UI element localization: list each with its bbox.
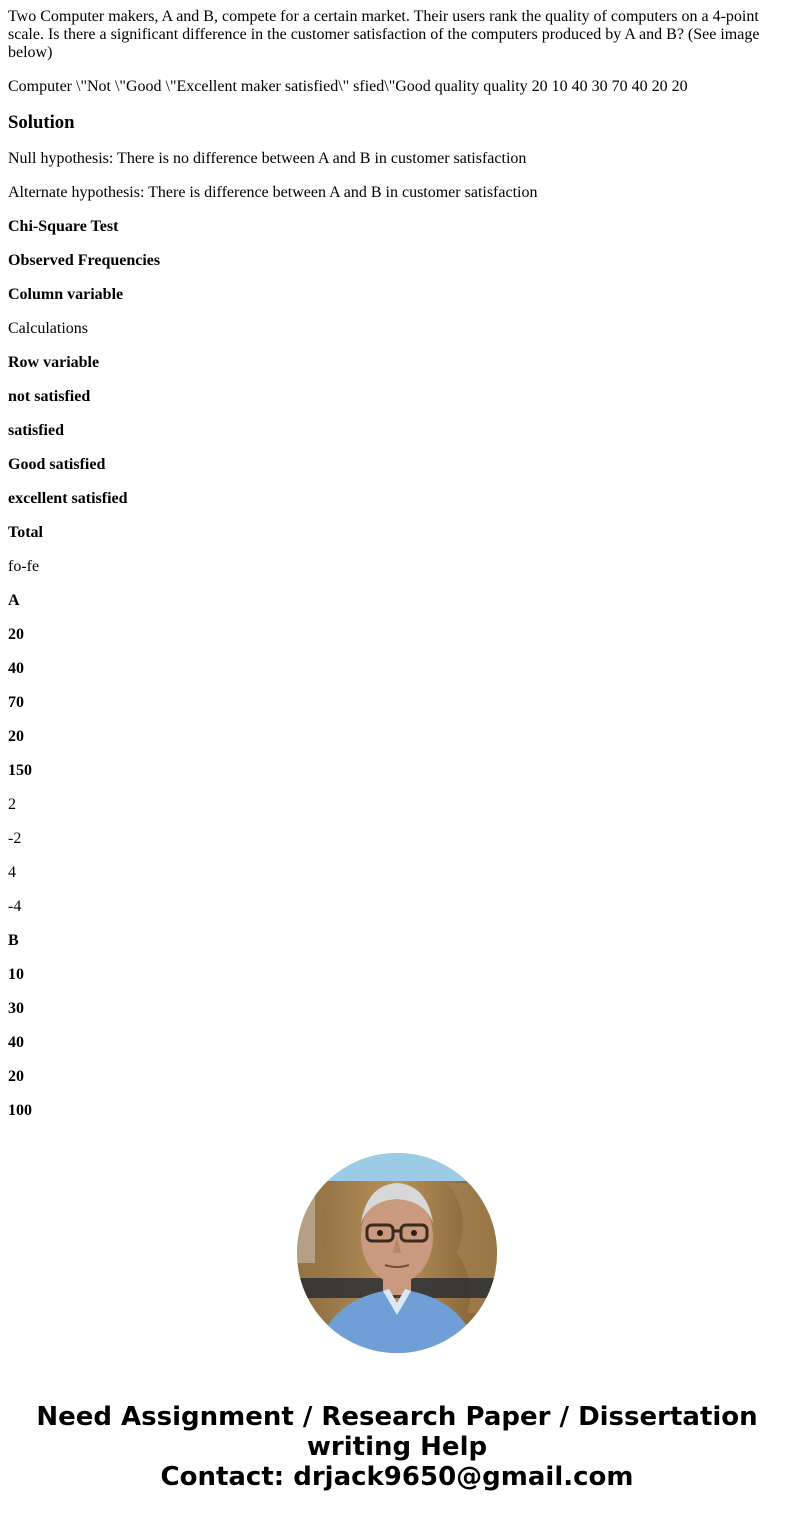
column-variable-label: Column variable bbox=[8, 286, 124, 303]
row-b-label: B bbox=[8, 932, 19, 949]
question-table-text: Computer \"Not \"Good \"Excellent maker satisfied\" sfied\"Good quality quality 20 10 40 30 70 40 20 20 bbox=[8, 78, 688, 95]
help-banner bbox=[0, 1402, 794, 1492]
row-a-diff: -2 bbox=[8, 830, 22, 847]
question-text: Two Computer makers, A and B, compete for a certain market. Their users rank the quality of computers on a 4-point scale. Is there a significant difference in the customer satisfaction of the computers produced by A and B? (See image below) bbox=[8, 8, 760, 61]
author-avatar bbox=[297, 1153, 497, 1353]
row-b-value: 10 bbox=[8, 966, 24, 983]
banner-contact: Contact: drjack9650@gmail.com bbox=[160, 1462, 634, 1492]
row-a-diff: 2 bbox=[8, 796, 16, 813]
row-b-total: 100 bbox=[8, 1102, 32, 1119]
col-excellent-satisfied: excellent satisfied bbox=[8, 490, 128, 507]
null-hypothesis: Null hypothesis: There is no difference between A and B in customer satisfaction bbox=[8, 150, 527, 167]
row-a-label: A bbox=[8, 592, 20, 609]
row-a-diff: -4 bbox=[8, 898, 22, 915]
row-a-value: 40 bbox=[8, 660, 24, 677]
document-body bbox=[8, 8, 778, 1136]
row-b-value: 40 bbox=[8, 1034, 24, 1051]
banner-line-1: Need Assignment / Research Paper / Dissertation bbox=[36, 1402, 758, 1432]
row-b-value: 30 bbox=[8, 1000, 24, 1017]
row-a-diff: 4 bbox=[8, 864, 16, 881]
col-good-satisfied: Good satisfied bbox=[8, 456, 106, 473]
observed-frequencies-label: Observed Frequencies bbox=[8, 252, 161, 269]
test-name: Chi-Square Test bbox=[8, 218, 119, 235]
row-variable-label: Row variable bbox=[8, 354, 100, 371]
row-b-value: 20 bbox=[8, 1068, 24, 1085]
row-a-value: 20 bbox=[8, 728, 24, 745]
alternate-hypothesis: Alternate hypothesis: There is difference between A and B in customer satisfaction bbox=[8, 184, 538, 201]
col-satisfied: satisfied bbox=[8, 422, 64, 439]
calculations-label: Calculations bbox=[8, 320, 88, 337]
col-total: Total bbox=[8, 524, 43, 541]
fo-fe-label: fo-fe bbox=[8, 558, 40, 575]
row-a-total: 150 bbox=[8, 762, 32, 779]
col-not-satisfied: not satisfied bbox=[8, 388, 91, 405]
banner-line-2: writing Help bbox=[306, 1432, 488, 1462]
solution-heading: Solution bbox=[8, 112, 75, 133]
row-a-value: 70 bbox=[8, 694, 24, 711]
row-a-value: 20 bbox=[8, 626, 24, 643]
avatar-portrait-icon bbox=[297, 1153, 497, 1353]
